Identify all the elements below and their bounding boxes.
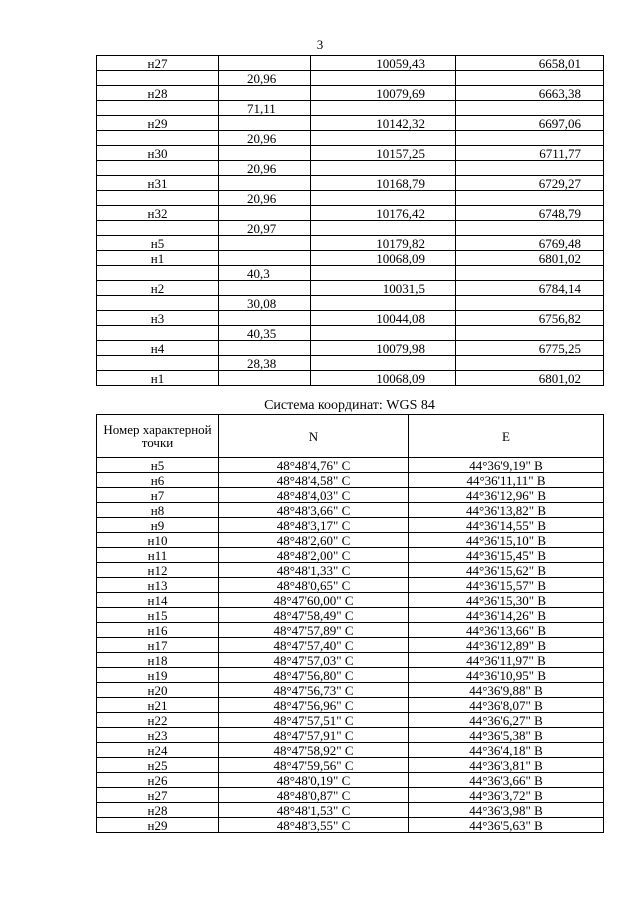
latitude-cell: 48°48'2,00" С — [219, 548, 409, 563]
wgs84-header-row — [97, 415, 604, 458]
latitude-cell: 48°47'56,80" С — [219, 668, 409, 683]
point-number-cell: н17 — [97, 638, 219, 653]
latitude-cell: 48°47'57,51" С — [219, 713, 409, 728]
table-row — [97, 608, 604, 623]
table-row-point — [97, 371, 604, 386]
y-coordinate-cell — [456, 191, 604, 206]
wgs84-table — [96, 414, 604, 833]
x-coordinate-cell — [311, 266, 456, 281]
point-number-cell: н24 — [97, 743, 219, 758]
header-e: E — [409, 415, 604, 458]
y-coordinate-cell — [456, 266, 604, 281]
point-number-cell: н26 — [97, 773, 219, 788]
point-number-cell: н19 — [97, 668, 219, 683]
longitude-cell: 44°36'8,07" В — [409, 698, 604, 713]
table-row-distance — [97, 326, 604, 341]
longitude-cell: 44°36'3,72" В — [409, 788, 604, 803]
point-number-cell: н5 — [97, 458, 219, 473]
distance-cell — [219, 206, 311, 221]
y-coordinate-cell — [456, 161, 604, 176]
longitude-cell: 44°36'15,10" В — [409, 533, 604, 548]
table-row — [97, 788, 604, 803]
y-coordinate-cell — [456, 131, 604, 146]
distance-cell: 28,38 — [219, 356, 311, 371]
longitude-cell: 44°36'9,88" В — [409, 683, 604, 698]
x-coordinate-cell — [311, 296, 456, 311]
table-row — [97, 458, 604, 473]
point-number-cell: н9 — [97, 518, 219, 533]
table-row-distance — [97, 356, 604, 371]
y-coordinate-cell — [456, 296, 604, 311]
point-number-cell: н12 — [97, 563, 219, 578]
x-coordinate-cell: 10079,69 — [311, 86, 456, 101]
point-number-cell: н31 — [97, 176, 219, 191]
point-number-cell: н32 — [97, 206, 219, 221]
point-number-cell: н2 — [97, 281, 219, 296]
table-row-point — [97, 146, 604, 161]
longitude-cell: 44°36'11,11" В — [409, 473, 604, 488]
y-coordinate-cell: 6775,25 — [456, 341, 604, 356]
y-coordinate-cell: 6784,14 — [456, 281, 604, 296]
point-number-cell: н18 — [97, 653, 219, 668]
distance-cell — [219, 341, 311, 356]
latitude-cell: 48°48'3,66" С — [219, 503, 409, 518]
y-coordinate-cell: 6756,82 — [456, 311, 604, 326]
latitude-cell: 48°48'0,87" С — [219, 788, 409, 803]
point-number-cell: н15 — [97, 608, 219, 623]
distance-cell — [219, 251, 311, 266]
table-row — [97, 518, 604, 533]
y-coordinate-cell: 6748,79 — [456, 206, 604, 221]
point-number-cell: н16 — [97, 623, 219, 638]
table-row — [97, 653, 604, 668]
distance-cell: 20,96 — [219, 131, 311, 146]
point-number-cell: н29 — [97, 818, 219, 833]
point-number-cell: н22 — [97, 713, 219, 728]
distance-cell: 71,11 — [219, 101, 311, 116]
table-row — [97, 773, 604, 788]
x-coordinate-cell — [311, 71, 456, 86]
table-row — [97, 743, 604, 758]
point-number-cell — [97, 266, 219, 281]
point-number-cell: н7 — [97, 488, 219, 503]
header-point-number: Номер характерной точки — [97, 415, 219, 458]
point-number-cell: н25 — [97, 758, 219, 773]
longitude-cell: 44°36'15,45" В — [409, 548, 604, 563]
table-row-distance — [97, 101, 604, 116]
table-row-point — [97, 281, 604, 296]
table-row-distance — [97, 161, 604, 176]
latitude-cell: 48°47'57,91" С — [219, 728, 409, 743]
point-number-cell: н1 — [97, 371, 219, 386]
x-coordinate-cell: 10068,09 — [311, 251, 456, 266]
x-coordinate-cell — [311, 131, 456, 146]
table-row-point — [97, 311, 604, 326]
point-number-cell — [97, 356, 219, 371]
distance-cell — [219, 146, 311, 161]
point-number-cell — [97, 131, 219, 146]
table-row — [97, 713, 604, 728]
point-number-cell: н14 — [97, 593, 219, 608]
table-row-distance — [97, 296, 604, 311]
y-coordinate-cell: 6663,38 — [456, 86, 604, 101]
latitude-cell: 48°47'58,92" С — [219, 743, 409, 758]
point-number-cell: н23 — [97, 728, 219, 743]
point-number-cell: н13 — [97, 578, 219, 593]
distance-cell: 20,97 — [219, 221, 311, 236]
y-coordinate-cell — [456, 326, 604, 341]
header-n: N — [219, 415, 409, 458]
longitude-cell: 44°36'5,38" В — [409, 728, 604, 743]
latitude-cell: 48°47'56,96" С — [219, 698, 409, 713]
longitude-cell: 44°36'13,82" В — [409, 503, 604, 518]
table-row — [97, 593, 604, 608]
table-row-distance — [97, 191, 604, 206]
point-number-cell: н21 — [97, 698, 219, 713]
longitude-cell: 44°36'15,57" В — [409, 578, 604, 593]
latitude-cell: 48°47'60,00" С — [219, 593, 409, 608]
latitude-cell: 48°47'58,49" С — [219, 608, 409, 623]
table-row-point — [97, 341, 604, 356]
table-row — [97, 818, 604, 833]
table-row — [97, 563, 604, 578]
point-number-cell: н27 — [97, 56, 219, 71]
table-row — [97, 698, 604, 713]
x-coordinate-cell: 10031,5 — [311, 281, 456, 296]
longitude-cell: 44°36'12,96" В — [409, 488, 604, 503]
table-row-point — [97, 236, 604, 251]
point-number-cell: н1 — [97, 251, 219, 266]
distance-cell: 20,96 — [219, 191, 311, 206]
x-coordinate-cell — [311, 161, 456, 176]
table-row — [97, 683, 604, 698]
longitude-cell: 44°36'12,89" В — [409, 638, 604, 653]
wgs84-table-body — [97, 458, 604, 833]
longitude-cell: 44°36'5,63" В — [409, 818, 604, 833]
table-row-point — [97, 251, 604, 266]
longitude-cell: 44°36'10,95" В — [409, 668, 604, 683]
distance-cell: 40,35 — [219, 326, 311, 341]
y-coordinate-cell: 6658,01 — [456, 56, 604, 71]
table-row-distance — [97, 131, 604, 146]
distance-cell — [219, 86, 311, 101]
distance-cell — [219, 311, 311, 326]
table-row — [97, 638, 604, 653]
longitude-cell: 44°36'13,66" В — [409, 623, 604, 638]
longitude-cell: 44°36'3,66" В — [409, 773, 604, 788]
x-coordinate-cell — [311, 326, 456, 341]
latitude-cell: 48°48'4,03" С — [219, 488, 409, 503]
latitude-cell: 48°47'56,73" С — [219, 683, 409, 698]
table-row-distance — [97, 221, 604, 236]
table-row — [97, 668, 604, 683]
longitude-cell: 44°36'3,98" В — [409, 803, 604, 818]
latitude-cell: 48°47'59,56" С — [219, 758, 409, 773]
point-number-cell: н3 — [97, 311, 219, 326]
longitude-cell: 44°36'11,97" В — [409, 653, 604, 668]
distance-cell: 40,3 — [219, 266, 311, 281]
distance-cell — [219, 56, 311, 71]
point-number-cell — [97, 71, 219, 86]
x-coordinate-cell — [311, 191, 456, 206]
table-row-point — [97, 206, 604, 221]
latitude-cell: 48°48'1,33" С — [219, 563, 409, 578]
longitude-cell: 44°36'14,26" В — [409, 608, 604, 623]
x-coordinate-cell: 10044,08 — [311, 311, 456, 326]
table-row-distance — [97, 266, 604, 281]
point-number-cell: н5 — [97, 236, 219, 251]
table-row — [97, 473, 604, 488]
point-number-cell: н8 — [97, 503, 219, 518]
table-row — [97, 623, 604, 638]
y-coordinate-cell: 6769,48 — [456, 236, 604, 251]
y-coordinate-cell: 6801,02 — [456, 371, 604, 386]
table-row — [97, 548, 604, 563]
y-coordinate-cell: 6801,02 — [456, 251, 604, 266]
point-number-cell — [97, 191, 219, 206]
latitude-cell: 48°48'3,55" С — [219, 818, 409, 833]
point-number-cell: н28 — [97, 803, 219, 818]
table-row — [97, 728, 604, 743]
table-row-point — [97, 116, 604, 131]
longitude-cell: 44°36'9,19" В — [409, 458, 604, 473]
latitude-cell: 48°48'2,60" С — [219, 533, 409, 548]
distance-cell — [219, 281, 311, 296]
x-coordinate-cell — [311, 356, 456, 371]
x-coordinate-cell: 10176,42 — [311, 206, 456, 221]
coordinate-system-caption: Система координат: WGS 84 — [264, 398, 435, 413]
point-number-cell — [97, 296, 219, 311]
x-coordinate-cell: 10157,25 — [311, 146, 456, 161]
longitude-cell: 44°36'15,30" В — [409, 593, 604, 608]
latitude-cell: 48°47'57,89" С — [219, 623, 409, 638]
table-row — [97, 533, 604, 548]
latitude-cell: 48°48'1,53" С — [219, 803, 409, 818]
table-row — [97, 578, 604, 593]
point-number-cell: н4 — [97, 341, 219, 356]
table-row — [97, 758, 604, 773]
x-coordinate-cell: 10079,98 — [311, 341, 456, 356]
x-coordinate-cell: 10059,43 — [311, 56, 456, 71]
point-number-cell: н29 — [97, 116, 219, 131]
point-number-cell — [97, 161, 219, 176]
y-coordinate-cell — [456, 221, 604, 236]
table-row — [97, 503, 604, 518]
x-coordinate-cell: 10179,82 — [311, 236, 456, 251]
longitude-cell: 44°36'3,81" В — [409, 758, 604, 773]
point-number-cell — [97, 221, 219, 236]
y-coordinate-cell — [456, 356, 604, 371]
distance-cell: 20,96 — [219, 71, 311, 86]
longitude-cell: 44°36'6,27" В — [409, 713, 604, 728]
distance-cell — [219, 371, 311, 386]
y-coordinate-cell — [456, 101, 604, 116]
point-number-cell: н11 — [97, 548, 219, 563]
table-row — [97, 803, 604, 818]
point-number-cell — [97, 326, 219, 341]
x-coordinate-cell: 10068,09 — [311, 371, 456, 386]
point-number-cell: н27 — [97, 788, 219, 803]
point-number-cell: н20 — [97, 683, 219, 698]
distance-cell: 20,96 — [219, 161, 311, 176]
point-number-cell: н28 — [97, 86, 219, 101]
latitude-cell: 48°48'4,58" С — [219, 473, 409, 488]
point-number-cell — [97, 101, 219, 116]
x-coordinate-cell: 10142,32 — [311, 116, 456, 131]
x-coordinate-cell — [311, 221, 456, 236]
longitude-cell: 44°36'14,55" В — [409, 518, 604, 533]
table-row-point — [97, 86, 604, 101]
point-number-cell: н10 — [97, 533, 219, 548]
table-row-distance — [97, 71, 604, 86]
distance-cell — [219, 176, 311, 191]
point-number-cell: н6 — [97, 473, 219, 488]
y-coordinate-cell: 6697,06 — [456, 116, 604, 131]
distance-cell — [219, 236, 311, 251]
latitude-cell: 48°47'57,03" С — [219, 653, 409, 668]
x-coordinate-cell: 10168,79 — [311, 176, 456, 191]
coordinates-table — [96, 55, 604, 386]
distance-cell — [219, 116, 311, 131]
page-number: 3 — [316, 37, 324, 52]
distance-cell: 30,08 — [219, 296, 311, 311]
x-coordinate-cell — [311, 101, 456, 116]
y-coordinate-cell: 6711,77 — [456, 146, 604, 161]
latitude-cell: 48°47'57,40" С — [219, 638, 409, 653]
longitude-cell: 44°36'15,62" В — [409, 563, 604, 578]
point-number-cell: н30 — [97, 146, 219, 161]
longitude-cell: 44°36'4,18" В — [409, 743, 604, 758]
latitude-cell: 48°48'4,76" С — [219, 458, 409, 473]
table-row — [97, 488, 604, 503]
table-row-point — [97, 176, 604, 191]
latitude-cell: 48°48'0,19" С — [219, 773, 409, 788]
latitude-cell: 48°48'3,17" С — [219, 518, 409, 533]
latitude-cell: 48°48'0,65" С — [219, 578, 409, 593]
coordinates-table-body — [97, 56, 604, 386]
table-row-point — [97, 56, 604, 71]
y-coordinate-cell — [456, 71, 604, 86]
y-coordinate-cell: 6729,27 — [456, 176, 604, 191]
